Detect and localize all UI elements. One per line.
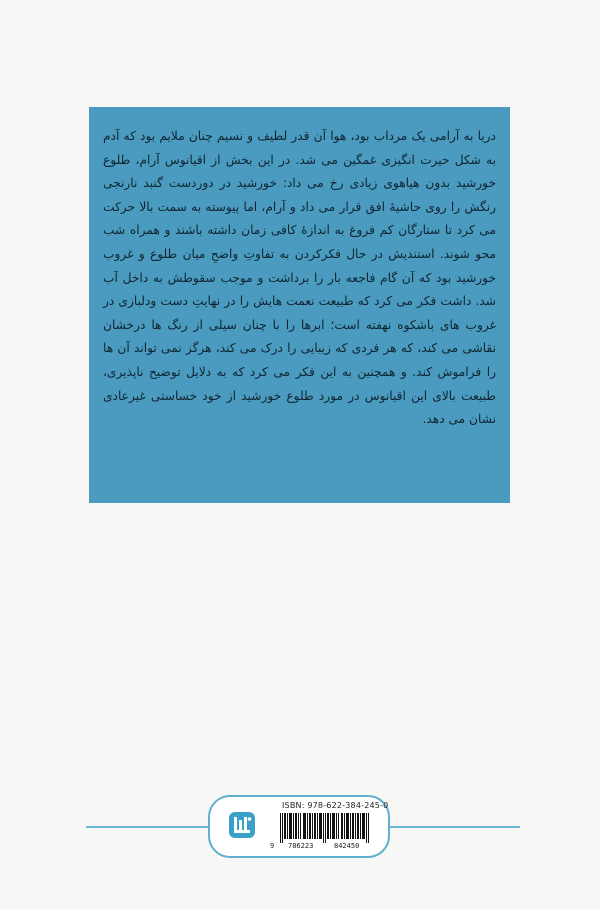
barcode-digits-right: 842450 bbox=[334, 842, 360, 850]
barcode-digits bbox=[270, 842, 380, 852]
isbn-label: ISBN: 978-622-384-245-0 bbox=[282, 801, 389, 810]
blurb-text: دریا به آرامی یک مرداب بود، هوا آن قدر لطیف و نسیم چنان ملایم بود که آدم به شکل حیرت انگیزی غمگین می شد. در این بخش از اقیانوس آرام، طلوع خورشید بدون هیاهوی زیادی رخ می داد: خورشید در دوردست گنبد نارنجی رنگش را روی حاشیهٔ افق قرار می داد و آرام، اما پیوسته به سمت بالا حرکت می کرد تا ستارگان کم فروغ به اندازهٔ کافی زمان داشته باشند و همراه شب محو شوند. استندیش در حال فکرکردن به تفاوتِ واضحِ میان طلوع و غروب خورشید بود که آن گام فاجعه بار را برداشت و موجب سقوطش به داخل آب شد. داشت فکر می کرد که طبیعت نعمت هایش را در نهایتِ دست ودلبازی در غروب های باشکوه نهفته است؛ ابرها را با چنان سیلی از رنگ ها درخشان نقاشی می کند، که هر فردی که زیبایی را درک می کند، هرگز نمی تواند آن ها را فراموش کند. و همچنین به این فکر می کرد که به دلایل توضیح ناپذیری، طبیعت بالای این اقیانوس در مورد طلوع خورشید از خود خساستی غیرعادی نشان می دهد. bbox=[103, 129, 496, 427]
barcode-frame bbox=[208, 795, 390, 858]
publisher-logo-icon bbox=[228, 811, 256, 839]
blurb-panel bbox=[89, 107, 510, 503]
barcode-digit-lead: 9 bbox=[270, 842, 275, 850]
barcode-bars bbox=[280, 813, 370, 843]
barcode-digits-left: 786223 bbox=[288, 842, 314, 850]
